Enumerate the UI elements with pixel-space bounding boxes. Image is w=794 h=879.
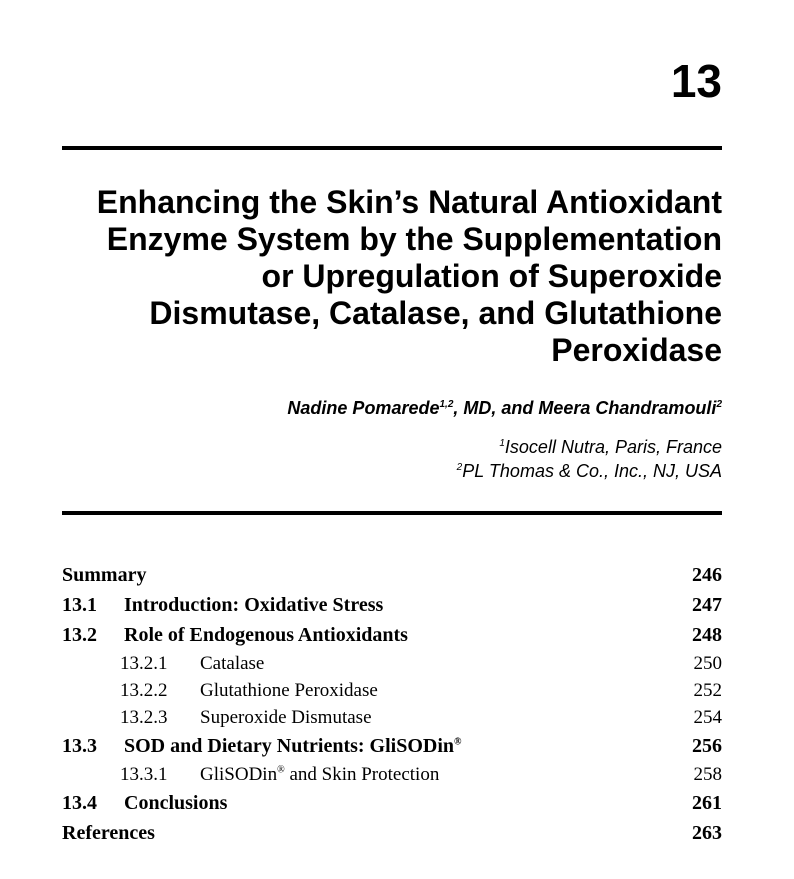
toc-section-number: 13.2.2 — [120, 680, 168, 701]
authors — [287, 398, 722, 419]
affiliation-marker: 1 — [499, 438, 505, 449]
toc-entry[interactable] — [62, 677, 722, 704]
toc-title-text: and Skin Protection — [284, 764, 440, 785]
author-name: Nadine Pomarede — [287, 398, 440, 418]
toc-page-number: 263 — [692, 822, 722, 844]
toc-page-number: 256 — [692, 735, 722, 757]
title-line: Enzyme System by the Supplementation — [106, 221, 722, 257]
toc-title-text: Glutathione Peroxidase — [200, 680, 378, 701]
toc-page-number: 261 — [692, 792, 722, 814]
toc-section-number: 13.1 — [62, 594, 97, 616]
toc-page-number: 246 — [692, 564, 722, 586]
toc-section-title — [62, 560, 146, 590]
registered-mark: ® — [277, 764, 285, 776]
toc-section-title — [124, 731, 462, 761]
table-of-contents — [62, 560, 722, 848]
toc-section-title — [200, 650, 264, 677]
toc-title-text: Conclusions — [124, 792, 228, 814]
toc-section-title — [200, 704, 372, 731]
author-name: , MD, and Meera Chandramouli — [453, 398, 717, 418]
toc-title-text: Introduction: Oxidative Stress — [124, 594, 384, 616]
toc-title-text: SOD and Dietary Nutrients: GliSODin — [124, 735, 455, 757]
toc-section-number: 13.4 — [62, 792, 97, 814]
affiliation — [499, 437, 722, 458]
toc-section-number: 13.2.1 — [120, 653, 168, 674]
toc-section-title — [124, 590, 383, 620]
toc-page-number: 248 — [692, 624, 722, 646]
toc-title-text: Role of Endogenous Antioxidants — [124, 624, 408, 646]
toc-title-text: Summary — [62, 564, 147, 586]
author-affiliation-marker: 1,2 — [439, 399, 454, 410]
affiliation-text: Isocell Nutra, Paris, France — [504, 437, 722, 457]
toc-page-number: 250 — [693, 653, 722, 674]
toc-title-text: GliSODin — [200, 764, 278, 785]
chapter-title — [62, 184, 722, 369]
toc-title-text: References — [62, 822, 155, 844]
toc-entry[interactable] — [62, 620, 722, 650]
toc-section-number: 13.3 — [62, 735, 97, 757]
bottom-rule — [62, 511, 722, 515]
toc-entry[interactable] — [62, 788, 722, 818]
toc-entry[interactable] — [62, 731, 722, 761]
title-line: Enhancing the Skin’s Natural Antioxidant — [96, 184, 722, 220]
registered-mark: ® — [454, 736, 462, 748]
toc-page-number: 254 — [693, 707, 722, 728]
affiliation — [457, 461, 722, 482]
toc-entry[interactable] — [62, 761, 722, 788]
top-rule — [62, 146, 722, 150]
toc-entry[interactable] — [62, 590, 722, 620]
toc-page-number: 258 — [693, 764, 722, 785]
title-line: Peroxidase — [551, 332, 722, 368]
toc-page-number: 252 — [693, 680, 722, 701]
toc-entry[interactable] — [62, 818, 722, 848]
toc-section-title — [124, 620, 408, 650]
toc-section-title — [62, 818, 155, 848]
toc-page-number: 247 — [692, 594, 722, 616]
toc-section-title — [200, 761, 439, 788]
affiliation-marker: 2 — [456, 462, 463, 473]
toc-section-title — [200, 677, 378, 704]
toc-entry[interactable] — [62, 704, 722, 731]
chapter-number: 13 — [670, 55, 722, 107]
toc-section-title — [124, 788, 227, 818]
title-line: or Upregulation of Superoxide — [261, 258, 722, 294]
author-affiliation-marker: 2 — [716, 399, 722, 410]
toc-section-number: 13.2.3 — [120, 707, 168, 728]
title-line: Dismutase, Catalase, and Glutathione — [149, 295, 722, 331]
toc-title-text: Superoxide Dismutase — [200, 707, 372, 728]
affiliation-text: PL Thomas & Co., Inc., NJ, USA — [462, 461, 722, 481]
toc-section-number: 13.3.1 — [120, 764, 168, 785]
toc-section-number: 13.2 — [62, 624, 97, 646]
toc-title-text: Catalase — [200, 653, 265, 674]
toc-entry[interactable] — [62, 560, 722, 590]
toc-entry[interactable] — [62, 650, 722, 677]
